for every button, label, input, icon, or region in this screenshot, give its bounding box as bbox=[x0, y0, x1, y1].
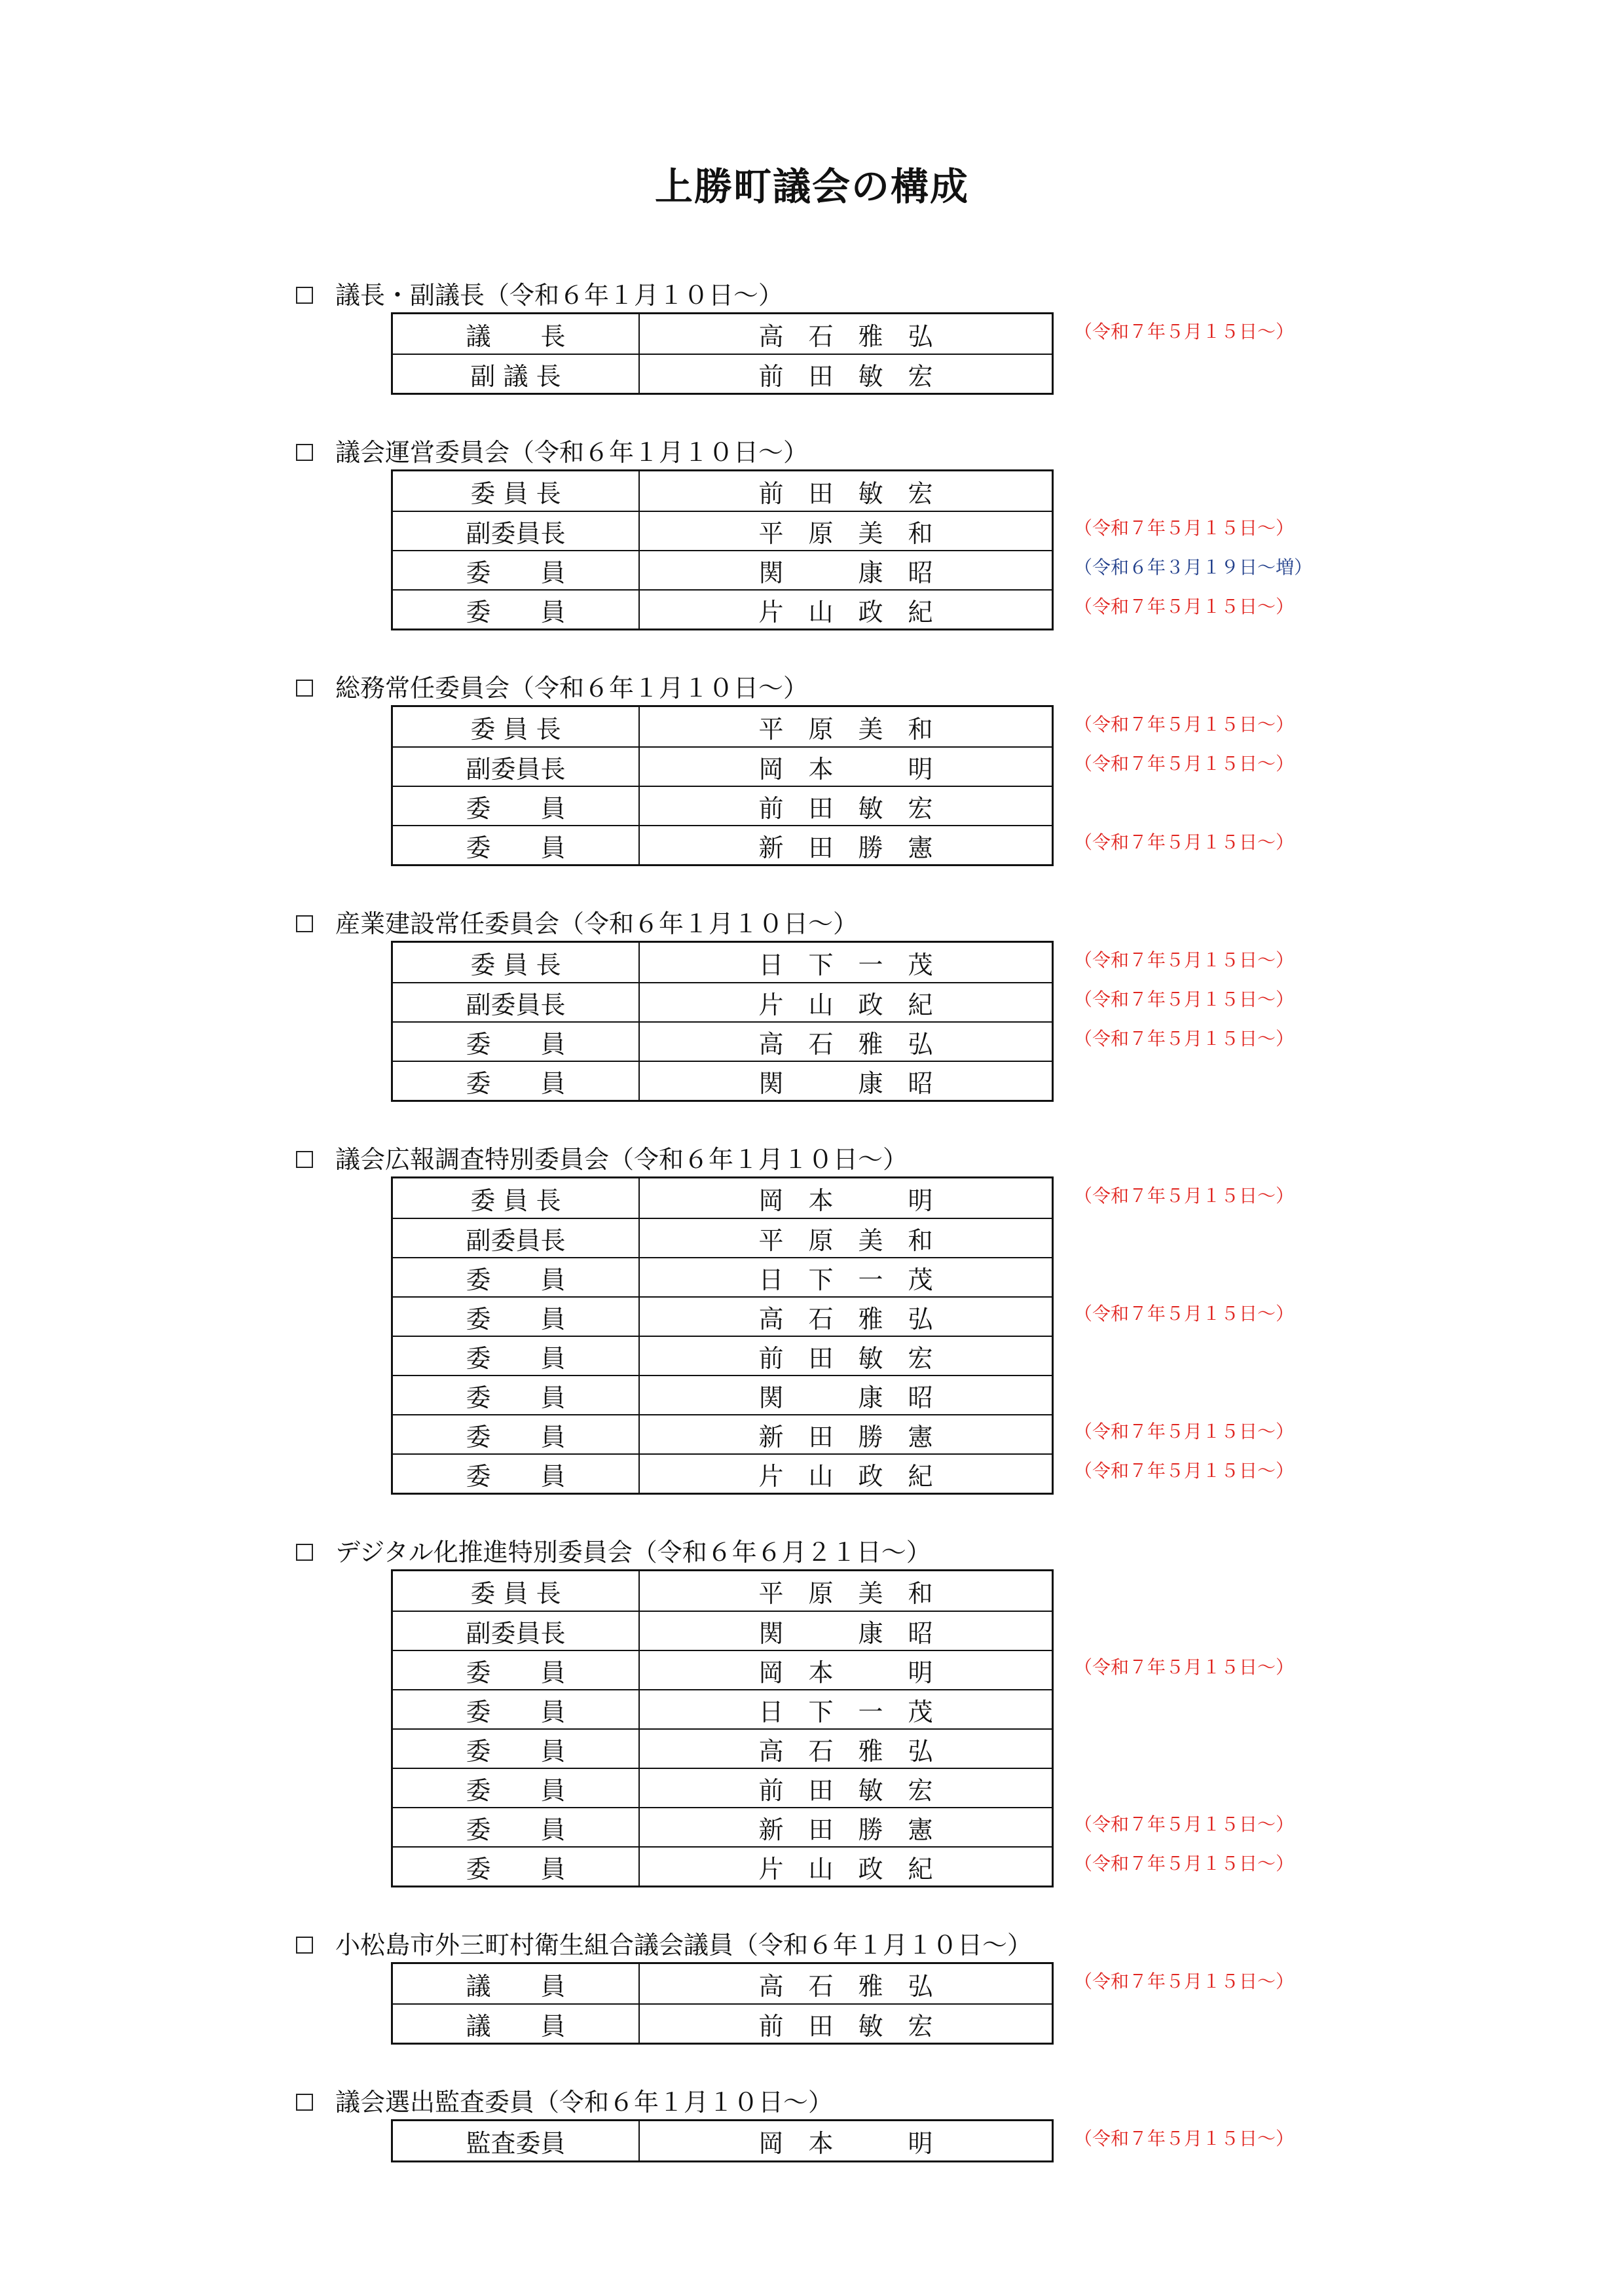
term-note: （令和７年５月１５日～） bbox=[1074, 949, 1295, 971]
roster-table bbox=[391, 312, 1054, 395]
roster-table bbox=[391, 1176, 1054, 1495]
term-note: （令和７年５月１５日～） bbox=[1074, 1813, 1295, 1835]
role-cell: 委 員 bbox=[393, 787, 640, 825]
role-cell: 委 員 bbox=[393, 1298, 640, 1336]
table-row bbox=[393, 1061, 1052, 1100]
checkbox-icon bbox=[296, 915, 313, 932]
page-title: 上勝町議会の構成 bbox=[654, 164, 969, 209]
role-cell: 副委員長 bbox=[393, 1219, 640, 1257]
roster-table bbox=[391, 2119, 1054, 2162]
role-cell: 委 員 bbox=[393, 1651, 640, 1689]
table-row bbox=[393, 589, 1052, 629]
term-note: （令和７年５月１５日～） bbox=[1074, 831, 1295, 853]
term-note: （令和７年５月１５日～） bbox=[1074, 753, 1295, 774]
table-row bbox=[393, 1768, 1052, 1807]
table-row bbox=[393, 354, 1052, 393]
table-row bbox=[393, 2003, 1052, 2043]
roster-table bbox=[391, 941, 1054, 1102]
roster-table bbox=[391, 705, 1054, 866]
role-cell: 委 員 bbox=[393, 1376, 640, 1414]
checkbox-icon bbox=[296, 680, 313, 697]
section-heading-text: 議会選出監査委員（令和６年１月１０日～） bbox=[335, 2088, 834, 2117]
table-row bbox=[393, 746, 1052, 786]
role-cell: 副委員長 bbox=[393, 1612, 640, 1650]
roster-table bbox=[391, 469, 1054, 630]
role-cell: 委 員 長 bbox=[393, 943, 640, 982]
role-cell: 委 員 bbox=[393, 1062, 640, 1100]
term-note: （令和７年５月１５日～） bbox=[1074, 517, 1295, 539]
role-cell: 委 員 bbox=[393, 1455, 640, 1493]
checkbox-icon bbox=[296, 1544, 313, 1561]
member-name-cell: 岡 本 明 bbox=[758, 2128, 933, 2158]
table-row bbox=[393, 1218, 1052, 1257]
role-cell: 委 員 bbox=[393, 826, 640, 864]
term-note: （令和７年５月１５日～） bbox=[1074, 596, 1295, 617]
table-row bbox=[393, 943, 1052, 982]
role-cell: 副委員長 bbox=[393, 748, 640, 786]
member-name-cell: 片 山 政 紀 bbox=[758, 990, 933, 1019]
table-row bbox=[393, 1257, 1052, 1296]
role-cell: 副委員長 bbox=[393, 983, 640, 1021]
table-row bbox=[393, 1375, 1052, 1414]
table-row bbox=[393, 1296, 1052, 1336]
section-heading bbox=[296, 1142, 908, 1176]
table-row bbox=[393, 1689, 1052, 1728]
section-heading-text: 議会広報調査特別委員会（令和６年１月１０日～） bbox=[335, 1145, 908, 1174]
member-name-cell: 平 原 美 和 bbox=[758, 519, 933, 548]
term-note: （令和７年５月１５日～） bbox=[1074, 1656, 1295, 1678]
table-row bbox=[393, 982, 1052, 1021]
section-heading bbox=[296, 671, 808, 705]
role-cell: 委 員 bbox=[393, 1690, 640, 1728]
section-heading-text: 産業建設常任委員会（令和６年１月１０日～） bbox=[335, 909, 858, 938]
role-cell: 副委員長 bbox=[393, 512, 640, 550]
table-row bbox=[393, 1571, 1052, 1611]
table-row bbox=[393, 1178, 1052, 1218]
roster-table bbox=[391, 1569, 1054, 1887]
table-row bbox=[393, 707, 1052, 746]
checkbox-icon bbox=[296, 287, 313, 304]
table-row bbox=[393, 786, 1052, 825]
member-name-cell: 高 石 雅 弘 bbox=[758, 1029, 933, 1059]
table-row bbox=[393, 2121, 1052, 2160]
role-cell: 委 員 bbox=[393, 1023, 640, 1061]
section-heading bbox=[296, 435, 808, 469]
role-cell: 委 員 bbox=[393, 1337, 640, 1375]
role-cell: 議 長 bbox=[393, 314, 640, 354]
role-cell: 委 員 bbox=[393, 1415, 640, 1453]
section-heading bbox=[296, 2085, 833, 2119]
member-name-cell: 片 山 政 紀 bbox=[758, 1461, 933, 1491]
term-note: （令和７年５月１５日～） bbox=[1074, 989, 1295, 1010]
role-cell: 議 員 bbox=[393, 2005, 640, 2043]
role-cell: 副 議 長 bbox=[393, 355, 640, 393]
checkbox-icon bbox=[296, 1151, 313, 1168]
term-note: （令和７年５月１５日～） bbox=[1074, 1303, 1295, 1324]
member-name-cell: 日 下 一 茂 bbox=[758, 1697, 933, 1726]
table-row bbox=[393, 1453, 1052, 1493]
section-heading-text: 議会運営委員会（令和６年１月１０日～） bbox=[335, 438, 809, 467]
term-note: （令和７年５月１５日～） bbox=[1074, 1460, 1295, 1482]
role-cell: 議 員 bbox=[393, 1964, 640, 2003]
member-name-cell: 前 田 敏 宏 bbox=[758, 793, 933, 823]
table-row bbox=[393, 511, 1052, 550]
roster-table bbox=[391, 1962, 1054, 2045]
member-name-cell: 前 田 敏 宏 bbox=[758, 1776, 933, 1805]
term-note: （令和７年５月１５日～） bbox=[1074, 1028, 1295, 1049]
member-name-cell: 前 田 敏 宏 bbox=[758, 2011, 933, 2041]
role-cell: 委 員 bbox=[393, 1848, 640, 1886]
section-heading bbox=[296, 907, 858, 941]
role-cell: 委 員 bbox=[393, 1730, 640, 1768]
member-name-cell: 関 康 昭 bbox=[758, 1383, 933, 1412]
member-name-cell: 平 原 美 和 bbox=[758, 1226, 933, 1255]
role-cell: 委 員 bbox=[393, 1808, 640, 1846]
table-row bbox=[393, 314, 1052, 354]
role-cell: 委 員 bbox=[393, 591, 640, 629]
section-heading-text: デジタル化推進特別委員会（令和６年６月２１日～） bbox=[335, 1538, 931, 1567]
term-note: （令和７年５月１５日～） bbox=[1074, 1421, 1295, 1442]
section-heading-text: 議長・副議長（令和６年１月１０日～） bbox=[335, 281, 784, 310]
table-row bbox=[393, 1964, 1052, 2003]
member-name-cell: 岡 本 明 bbox=[758, 1658, 933, 1687]
term-note: （令和７年５月１５日～） bbox=[1074, 321, 1295, 342]
member-name-cell: 日 下 一 茂 bbox=[758, 950, 933, 979]
member-name-cell: 関 康 昭 bbox=[758, 1618, 933, 1648]
member-name-cell: 高 石 雅 弘 bbox=[758, 1304, 933, 1334]
section-heading bbox=[296, 1535, 931, 1569]
table-row bbox=[393, 550, 1052, 589]
table-row bbox=[393, 1728, 1052, 1768]
member-name-cell: 日 下 一 茂 bbox=[758, 1265, 933, 1294]
table-row bbox=[393, 1846, 1052, 1886]
member-name-cell: 片 山 政 紀 bbox=[758, 597, 933, 627]
member-name-cell: 前 田 敏 宏 bbox=[758, 1343, 933, 1373]
member-name-cell: 関 康 昭 bbox=[758, 558, 933, 587]
table-row bbox=[393, 1414, 1052, 1453]
member-name-cell: 岡 本 明 bbox=[758, 1186, 933, 1215]
term-note: （令和７年５月１５日～） bbox=[1074, 1853, 1295, 1874]
member-name-cell: 平 原 美 和 bbox=[758, 1578, 933, 1608]
role-cell: 監査委員 bbox=[393, 2121, 640, 2160]
role-cell: 委 員 bbox=[393, 1258, 640, 1296]
term-note: （令和７年５月１５日～） bbox=[1074, 1185, 1295, 1207]
term-note: （令和６年３月１９日～増） bbox=[1074, 556, 1313, 578]
member-name-cell: 高 石 雅 弘 bbox=[758, 1736, 933, 1766]
section-heading bbox=[296, 1928, 1032, 1962]
role-cell: 委 員 長 bbox=[393, 471, 640, 511]
term-note: （令和７年５月１５日～） bbox=[1074, 1971, 1295, 1992]
section-heading bbox=[296, 278, 783, 312]
member-name-cell: 片 山 政 紀 bbox=[758, 1854, 933, 1884]
table-row bbox=[393, 1807, 1052, 1846]
member-name-cell: 前 田 敏 宏 bbox=[758, 361, 933, 391]
member-name-cell: 平 原 美 和 bbox=[758, 714, 933, 744]
table-row bbox=[393, 1650, 1052, 1689]
section-heading-text: 小松島市外三町村衛生組合議会議員（令和６年１月１０日～） bbox=[335, 1931, 1033, 1959]
member-name-cell: 新 田 勝 憲 bbox=[758, 833, 933, 862]
table-row bbox=[393, 1021, 1052, 1061]
role-cell: 委 員 長 bbox=[393, 707, 640, 746]
member-name-cell: 高 石 雅 弘 bbox=[758, 1971, 933, 2001]
term-note: （令和７年５月１５日～） bbox=[1074, 2128, 1295, 2149]
section-heading-text: 総務常任委員会（令和６年１月１０日～） bbox=[335, 674, 809, 702]
member-name-cell: 岡 本 明 bbox=[758, 754, 933, 784]
checkbox-icon bbox=[296, 444, 313, 461]
role-cell: 委 員 長 bbox=[393, 1178, 640, 1218]
role-cell: 委 員 bbox=[393, 1769, 640, 1807]
checkbox-icon bbox=[296, 2094, 313, 2111]
role-cell: 委 員 長 bbox=[393, 1571, 640, 1611]
role-cell: 委 員 bbox=[393, 551, 640, 589]
table-row bbox=[393, 825, 1052, 864]
term-note: （令和７年５月１５日～） bbox=[1074, 714, 1295, 735]
member-name-cell: 関 康 昭 bbox=[758, 1068, 933, 1098]
table-row bbox=[393, 1336, 1052, 1375]
member-name-cell: 前 田 敏 宏 bbox=[758, 479, 933, 508]
member-name-cell: 高 石 雅 弘 bbox=[758, 321, 933, 351]
member-name-cell: 新 田 勝 憲 bbox=[758, 1815, 933, 1844]
member-name-cell: 新 田 勝 憲 bbox=[758, 1422, 933, 1451]
table-row bbox=[393, 471, 1052, 511]
table-row bbox=[393, 1611, 1052, 1650]
checkbox-icon bbox=[296, 1937, 313, 1954]
